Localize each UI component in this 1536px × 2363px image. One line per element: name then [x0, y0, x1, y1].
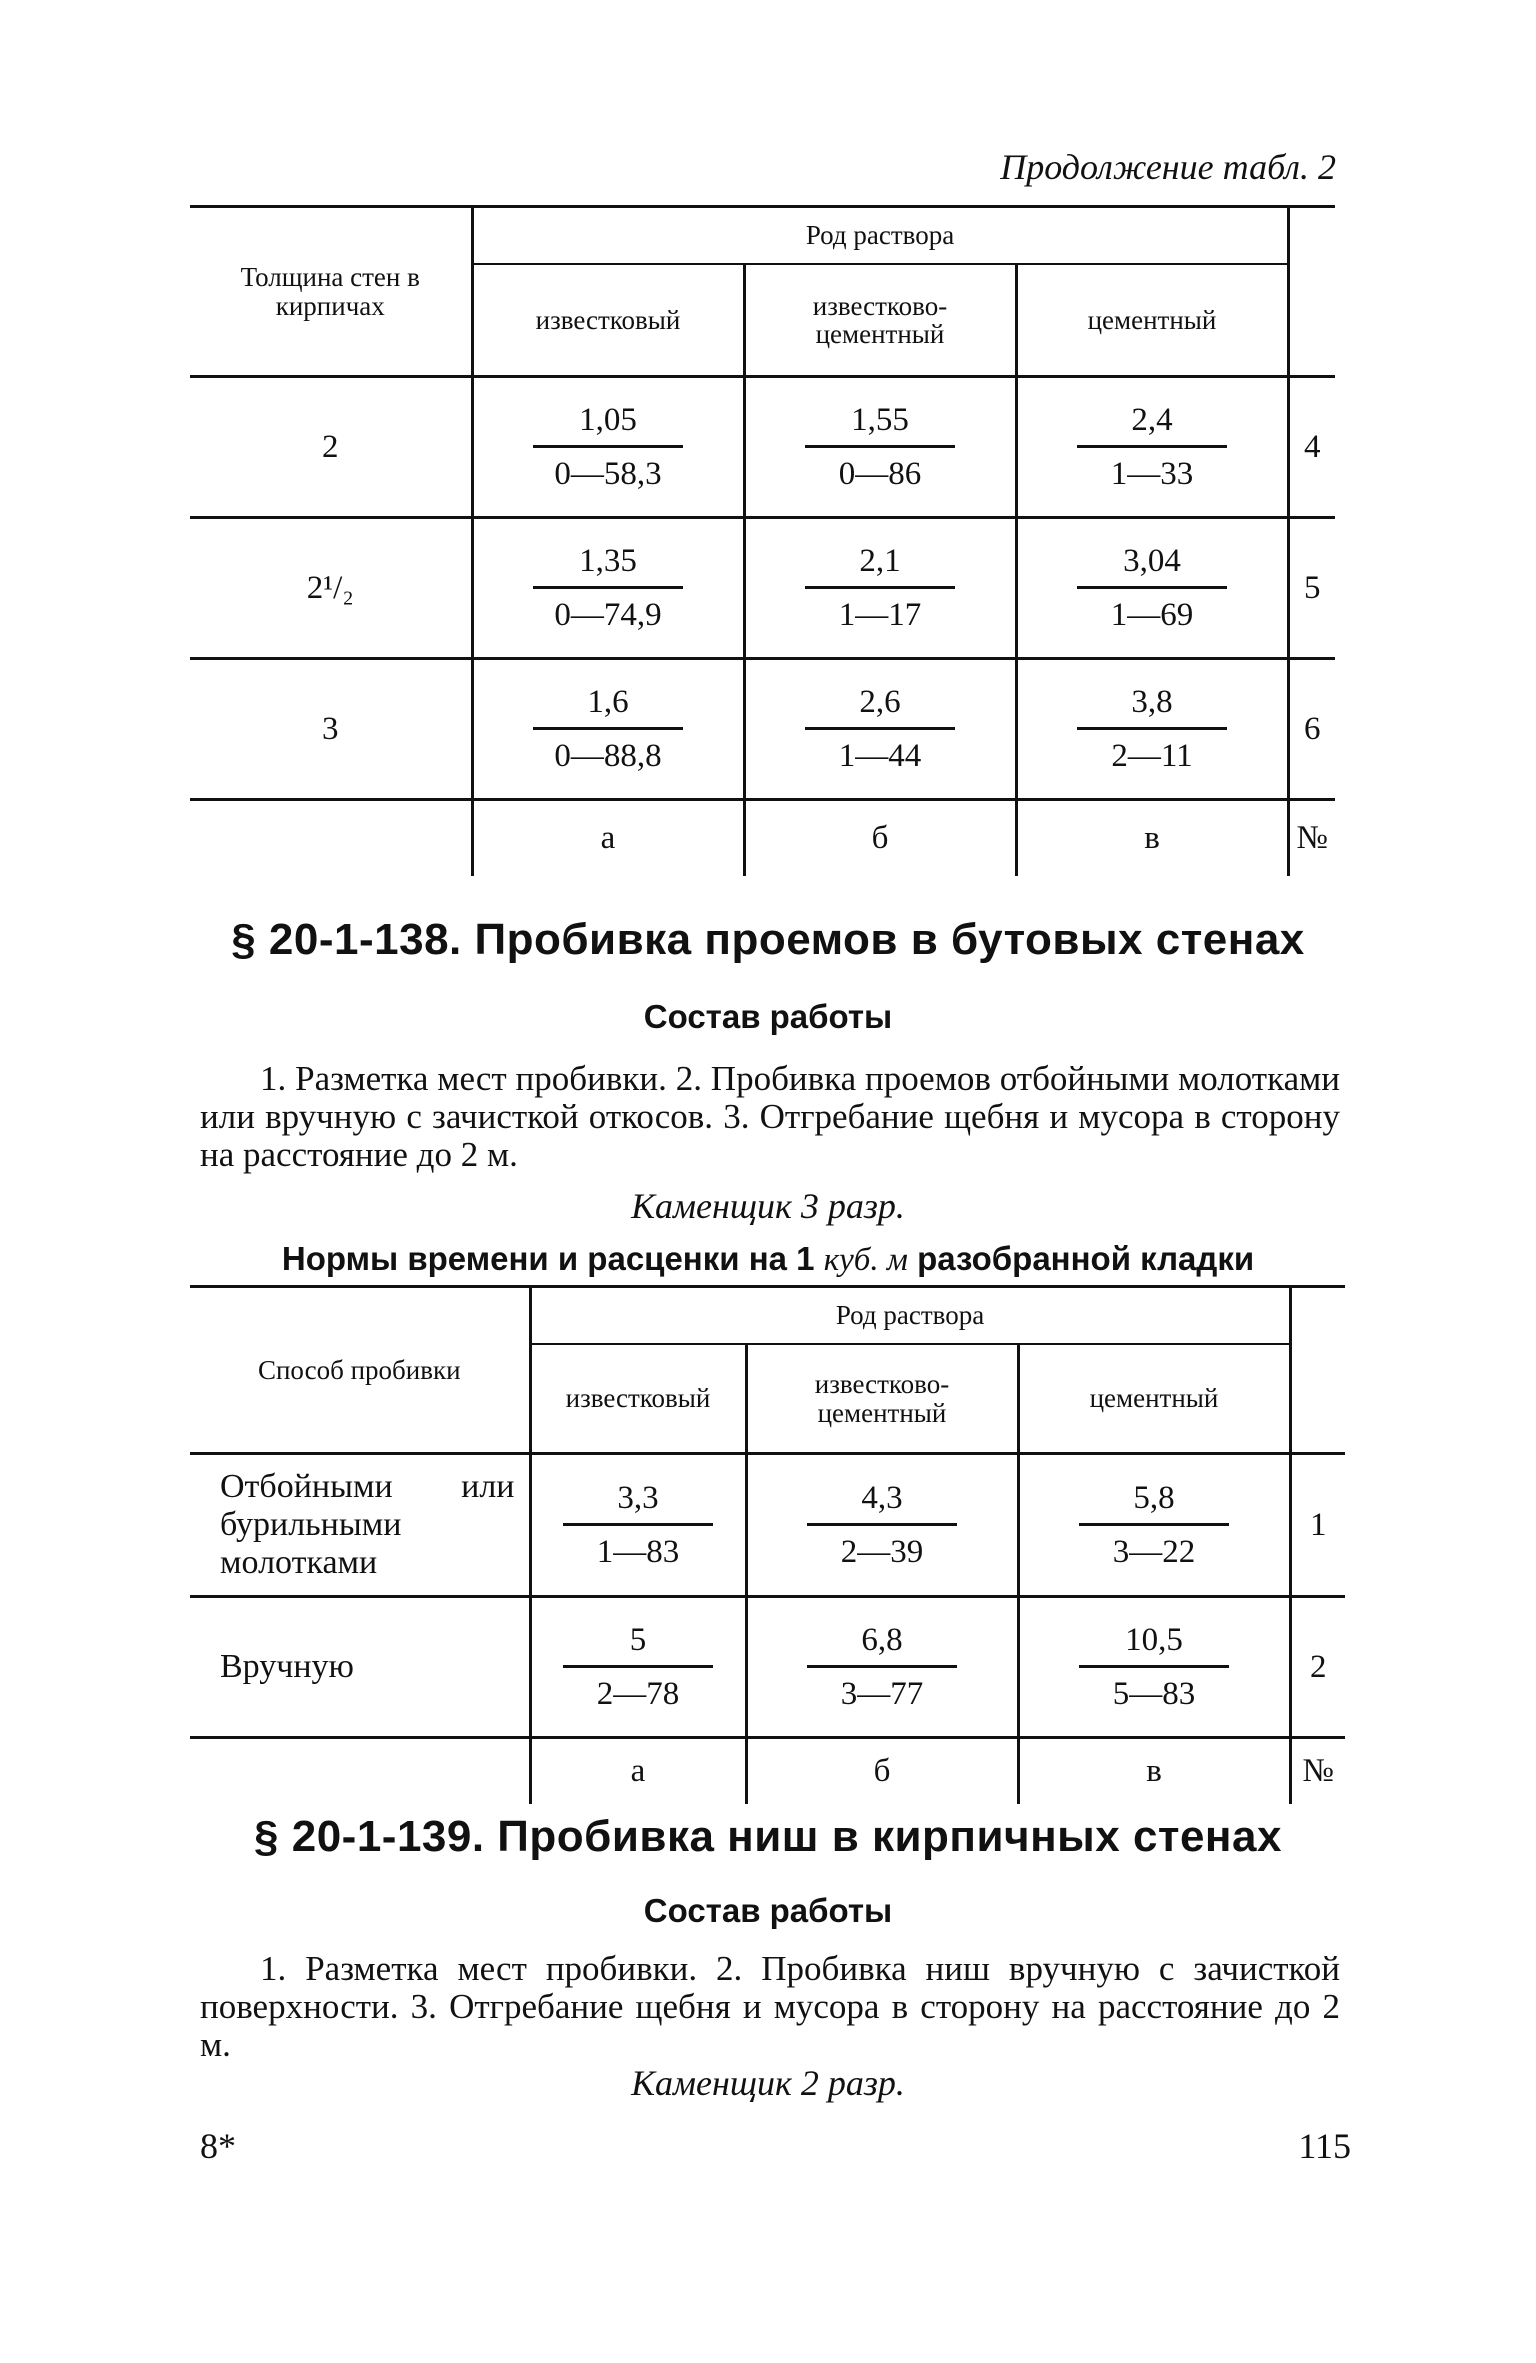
table-footer-row	[190, 1738, 1345, 1805]
section-subheading: Состав работы	[643, 1892, 893, 1929]
table1-row-header: Толщина стен в кирпичах	[240, 262, 420, 321]
row-number: 1	[1290, 1454, 1345, 1597]
norm-value: $\frac{1,35}{0—74,9}$	[533, 543, 683, 634]
section-heading: § 20-1-139. Пробивка ниш в кирпичных стенах	[254, 1812, 1282, 1861]
table2-col-cement: цементный	[1018, 1344, 1290, 1454]
table2-col-lime-cement: известково-цементный	[746, 1344, 1018, 1454]
row-label: 2¹/₂	[306, 569, 354, 606]
norm-value: $\frac{1,05}{0—58,3}$	[533, 402, 683, 493]
page-number: 115	[1298, 2126, 1351, 2166]
table-row	[190, 1597, 1345, 1738]
norm-value: $\frac{10,5}{5—83}$	[1079, 1622, 1229, 1713]
section-subheading: Состав работы	[643, 998, 893, 1035]
table-row	[190, 377, 1335, 518]
signature-mark: 8*	[200, 2126, 236, 2166]
norm-table-2	[190, 1285, 1345, 1804]
norm-value: $\frac{1,55}{0—86}$	[805, 402, 955, 493]
table-continuation-label: Продолжение табл. 2	[1000, 147, 1336, 187]
norm-value: $\frac{2,4}{1—33}$	[1077, 402, 1227, 493]
norm-value: $\frac{3,3}{1—83}$	[563, 1480, 713, 1571]
norm-title: Нормы времени и расценки на 1 куб. м разобранной кладки	[281, 1240, 1255, 1278]
column-letter: б	[744, 800, 1016, 877]
table-row	[190, 1454, 1345, 1597]
norm-value: $\frac{3,04}{1—69}$	[1077, 543, 1227, 634]
row-label: Вручную	[220, 1648, 354, 1685]
row-number: 2	[1290, 1597, 1345, 1738]
worker-grade: Каменщик 3 разр.	[631, 1186, 905, 1226]
row-label: 2	[322, 428, 339, 465]
table1-col-lime-cement: известково-цементный	[744, 264, 1016, 377]
table-footer-row	[190, 800, 1335, 877]
norm-value: $\frac{2,6}{1—44}$	[805, 684, 955, 775]
work-description: 1. Разметка мест пробивки. 2. Пробивка ниш вручную с зачисткой поверхности. 3. Отгребание щебня и мусора в сторону на расстояние до 2 м.	[200, 1949, 1340, 2064]
table1-col-cement: цементный	[1016, 264, 1288, 377]
column-letter: в	[1018, 1738, 1290, 1805]
table-row	[190, 659, 1335, 800]
table2-row-header: Способ пробивки	[257, 1354, 461, 1385]
row-number: 6	[1288, 659, 1335, 800]
work-description: 1. Разметка мест пробивки. 2. Пробивка проемов отбойными молотками или вручную с зачисткой откосов. 3. Отгребание щебня и мусора в сторону на расстояние до 2 м.	[200, 1059, 1340, 1174]
column-letter: а	[530, 1738, 746, 1805]
table1-number-header	[1288, 207, 1335, 377]
norm-value: $\frac{5}{2—78}$	[563, 1622, 713, 1713]
norm-value: $\frac{6,8}{3—77}$	[807, 1622, 957, 1713]
column-letter: в	[1016, 800, 1288, 877]
worker-grade: Каменщик 2 разр.	[631, 2063, 905, 2103]
norm-value: $\frac{4,3}{2—39}$	[807, 1480, 957, 1571]
row-number: 5	[1288, 518, 1335, 659]
table2-col-lime: известковый	[530, 1344, 746, 1454]
number-label: №	[1290, 1738, 1345, 1805]
table1-group-header: Род раствора	[472, 207, 1288, 265]
norm-value: $\frac{5,8}{3—22}$	[1079, 1480, 1229, 1571]
column-letter: б	[746, 1738, 1018, 1805]
norm-table-1	[190, 205, 1335, 876]
section-heading: § 20-1-138. Пробивка проемов в бутовых стенах	[231, 915, 1305, 964]
table2-group-header: Род раствора	[530, 1287, 1290, 1345]
column-letter: а	[472, 800, 744, 877]
row-label: 3	[322, 710, 339, 747]
norm-value: $\frac{2,1}{1—17}$	[805, 543, 955, 634]
table1-col-lime: известковый	[472, 264, 744, 377]
table-row	[190, 518, 1335, 659]
norm-value: $\frac{1,6}{0—88,8}$	[533, 684, 683, 775]
row-number: 4	[1288, 377, 1335, 518]
number-label: №	[1288, 800, 1335, 877]
row-label: Отбойными или бурильными молотками	[220, 1468, 515, 1581]
norm-value: $\frac{3,8}{2—11}$	[1077, 684, 1227, 775]
